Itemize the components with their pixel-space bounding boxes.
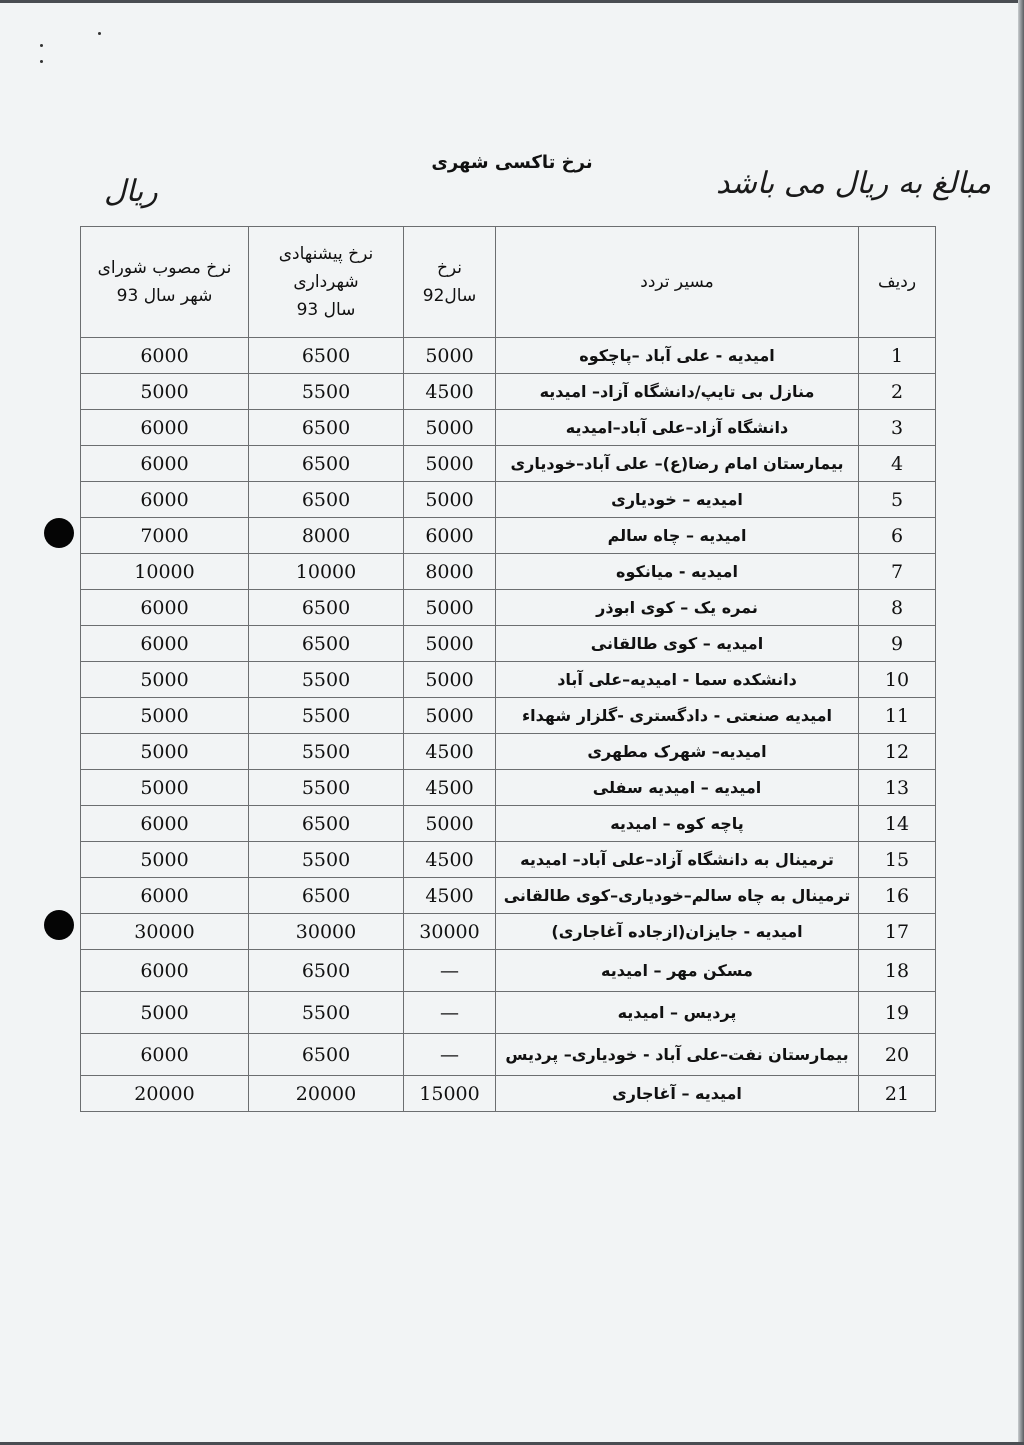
cell-rate92: 30000: [404, 914, 496, 950]
cell-rate92: 8000: [404, 554, 496, 590]
punch-hole-bottom: [44, 910, 74, 940]
handwritten-note-currency: مبالغ به ریال می باشد: [716, 166, 992, 201]
cell-approved93: 5000: [81, 992, 249, 1034]
cell-approved93: 6000: [81, 806, 249, 842]
cell-route: امیدیه – خودیاری: [496, 482, 859, 518]
table-row: [81, 590, 936, 626]
cell-row-no: 2: [859, 374, 936, 410]
cell-route: نمره یک – کوی ابوذر: [496, 590, 859, 626]
cell-rate92: 4500: [404, 878, 496, 914]
table-row: [81, 662, 936, 698]
cell-row-no: 3: [859, 410, 936, 446]
scan-edge-right: [1018, 0, 1024, 1445]
cell-proposed93: 6500: [249, 590, 404, 626]
table-row: [81, 626, 936, 662]
cell-rate92: 5000: [404, 662, 496, 698]
cell-route: دانشکده سما - امیدیه–علی آباد: [496, 662, 859, 698]
cell-row-no: 5: [859, 482, 936, 518]
cell-approved93: 20000: [81, 1076, 249, 1112]
cell-rate92: 4500: [404, 842, 496, 878]
cell-rate92: 5000: [404, 698, 496, 734]
cell-approved93: 6000: [81, 1034, 249, 1076]
cell-route: امیدیه - میانکوه: [496, 554, 859, 590]
header-proposed93-line: نرخ پیشنهادی: [278, 244, 374, 264]
cell-route: امیدیه - جایزان(ازجاده آغاجاری): [496, 914, 859, 950]
header-proposed93-line: شهرداری: [293, 272, 359, 292]
cell-row-no: 11: [859, 698, 936, 734]
cell-approved93: 5000: [81, 662, 249, 698]
cell-row-no: 21: [859, 1076, 936, 1112]
cell-proposed93: 6500: [249, 338, 404, 374]
cell-approved93: 6000: [81, 338, 249, 374]
cell-row-no: 13: [859, 770, 936, 806]
cell-route: ترمینال به دانشگاه آزاد–علی آباد– امیدیه: [496, 842, 859, 878]
cell-route: منازل بی تایپ/دانشگاه آزاد– امیدیه: [496, 374, 859, 410]
table-row: [81, 770, 936, 806]
cell-approved93: 5000: [81, 374, 249, 410]
cell-proposed93: 6500: [249, 950, 404, 992]
cell-approved93: 6000: [81, 590, 249, 626]
cell-approved93: 6000: [81, 410, 249, 446]
cell-route: پردیس – امیدیه: [496, 992, 859, 1034]
cell-route: پاچه کوه – امیدیه: [496, 806, 859, 842]
header-approved93: [81, 227, 249, 338]
cell-route: امیدیه – امیدیه سفلی: [496, 770, 859, 806]
cell-proposed93: 10000: [249, 554, 404, 590]
cell-rate92: 5000: [404, 446, 496, 482]
cell-row-no: 9: [859, 626, 936, 662]
cell-proposed93: 6500: [249, 806, 404, 842]
table-row: [81, 878, 936, 914]
header-approved93-line: نرخ مصوب شورای: [97, 258, 232, 278]
table-row: [81, 1076, 936, 1112]
cell-proposed93: 20000: [249, 1076, 404, 1112]
cell-proposed93: 6500: [249, 1034, 404, 1076]
table-row: [81, 410, 936, 446]
cell-approved93: 5000: [81, 734, 249, 770]
cell-rate92: 4500: [404, 374, 496, 410]
table-row: [81, 518, 936, 554]
cell-approved93: 5000: [81, 842, 249, 878]
table-row: [81, 482, 936, 518]
cell-row-no: 20: [859, 1034, 936, 1076]
cell-route: امیدیه – کوی طالقانی: [496, 626, 859, 662]
table-row: [81, 734, 936, 770]
cell-approved93: 6000: [81, 482, 249, 518]
cell-row-no: 14: [859, 806, 936, 842]
cell-rate92: 5000: [404, 410, 496, 446]
cell-proposed93: 5500: [249, 662, 404, 698]
cell-proposed93: 6500: [249, 878, 404, 914]
cell-row-no: 16: [859, 878, 936, 914]
cell-route: ترمینال به چاه سالم–خودیاری–کوی طالقانی: [496, 878, 859, 914]
header-route: مسیر تردد: [496, 227, 859, 338]
punch-hole-top: [44, 518, 74, 548]
scan-edge-top: [0, 0, 1024, 3]
handwritten-note-rial: ریال: [104, 174, 158, 209]
cell-proposed93: 5500: [249, 842, 404, 878]
table-row: [81, 1034, 936, 1076]
cell-row-no: 15: [859, 842, 936, 878]
scan-speck: [40, 60, 43, 63]
cell-rate92: 5000: [404, 338, 496, 374]
cell-rate92: 5000: [404, 806, 496, 842]
cell-row-no: 17: [859, 914, 936, 950]
table-row: [81, 374, 936, 410]
cell-proposed93: 5500: [249, 734, 404, 770]
cell-row-no: 19: [859, 992, 936, 1034]
cell-route: امیدیه صنعتی - دادگستری -گلزار شهداء: [496, 698, 859, 734]
table-row: [81, 698, 936, 734]
cell-route: امیدیه - علی آباد –پاچکوه: [496, 338, 859, 374]
cell-row-no: 10: [859, 662, 936, 698]
cell-row-no: 4: [859, 446, 936, 482]
cell-proposed93: 5500: [249, 992, 404, 1034]
cell-approved93: 6000: [81, 626, 249, 662]
cell-proposed93: 5500: [249, 698, 404, 734]
cell-approved93: 7000: [81, 518, 249, 554]
cell-rate92: 5000: [404, 482, 496, 518]
cell-row-no: 18: [859, 950, 936, 992]
table-row: [81, 842, 936, 878]
cell-route: بیمارستان نفت–علی آباد - خودیاری– پردیس: [496, 1034, 859, 1076]
cell-row-no: 8: [859, 590, 936, 626]
cell-route: امیدیه – آغاجاری: [496, 1076, 859, 1112]
cell-rate92: —: [404, 992, 496, 1034]
cell-approved93: 6000: [81, 878, 249, 914]
cell-proposed93: 8000: [249, 518, 404, 554]
cell-proposed93: 5500: [249, 770, 404, 806]
cell-route: مسکن مهر – امیدیه: [496, 950, 859, 992]
cell-row-no: 6: [859, 518, 936, 554]
table-row: [81, 446, 936, 482]
cell-approved93: 6000: [81, 446, 249, 482]
header-row: [81, 227, 936, 338]
scan-speck: [98, 32, 101, 35]
cell-row-no: 1: [859, 338, 936, 374]
header-rate92-line: سال92: [422, 286, 477, 306]
cell-proposed93: 6500: [249, 446, 404, 482]
cell-rate92: 5000: [404, 626, 496, 662]
cell-rate92: 4500: [404, 770, 496, 806]
cell-proposed93: 30000: [249, 914, 404, 950]
cell-rate92: —: [404, 950, 496, 992]
cell-proposed93: 5500: [249, 374, 404, 410]
cell-proposed93: 6500: [249, 482, 404, 518]
table-row: [81, 338, 936, 374]
scan-speck: [40, 44, 43, 47]
cell-proposed93: 6500: [249, 626, 404, 662]
header-rate92-line: نرخ: [436, 258, 463, 278]
table-row: [81, 554, 936, 590]
fare-table: [80, 226, 936, 1112]
cell-row-no: 7: [859, 554, 936, 590]
cell-rate92: 15000: [404, 1076, 496, 1112]
cell-approved93: 5000: [81, 770, 249, 806]
header-proposed93-line: سال 93: [296, 300, 356, 320]
header-rate92: [404, 227, 496, 338]
cell-rate92: 4500: [404, 734, 496, 770]
cell-rate92: 6000: [404, 518, 496, 554]
header-row-no: ردیف: [859, 227, 936, 338]
table-row: [81, 950, 936, 992]
cell-rate92: 5000: [404, 590, 496, 626]
header-proposed93: [249, 227, 404, 338]
cell-route: بیمارستان امام رضا(ع)– علی آباد–خودیاری: [496, 446, 859, 482]
table-row: [81, 914, 936, 950]
table-row: [81, 806, 936, 842]
cell-row-no: 12: [859, 734, 936, 770]
cell-approved93: 6000: [81, 950, 249, 992]
cell-approved93: 30000: [81, 914, 249, 950]
cell-approved93: 5000: [81, 698, 249, 734]
cell-route: امیدیه– شهرک مطهری: [496, 734, 859, 770]
cell-rate92: —: [404, 1034, 496, 1076]
cell-proposed93: 6500: [249, 410, 404, 446]
cell-approved93: 10000: [81, 554, 249, 590]
header-approved93-line: شهر سال 93: [116, 286, 213, 306]
page-title: نرخ تاکسی شهری: [431, 152, 593, 173]
cell-route: امیدیه – چاه سالم: [496, 518, 859, 554]
cell-route: دانشگاه آزاد–علی آباد–امیدیه: [496, 410, 859, 446]
table-row: [81, 992, 936, 1034]
